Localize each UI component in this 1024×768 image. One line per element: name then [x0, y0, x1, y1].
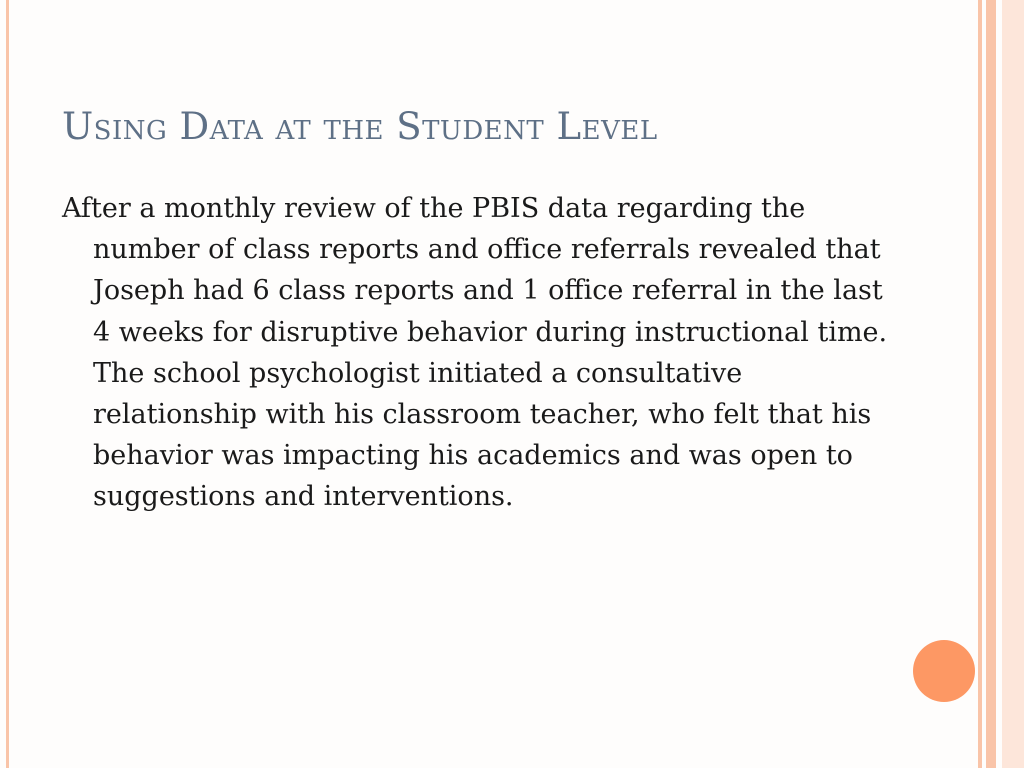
right-border-stripe-edge [1002, 0, 1024, 768]
right-border-stripe-thin [978, 0, 982, 768]
right-border-stripe-band [986, 0, 996, 768]
orange-circle-decoration [913, 640, 975, 702]
left-border-stripe [6, 0, 9, 768]
slide-body-text: After a monthly review of the PBIS data regarding the number of class reports and office referrals revealed that Joseph had 6 class reports and 1 office referral in the last 4 weeks for disruptive behavior during instructional time. The school psychologist initiated a consultative relationship with his classroom teacher, who felt that his behavior was impacting his academics and was open to suggestions and interventions. [62, 193, 888, 513]
slide-title: Using Data at the Student Level [62, 105, 658, 148]
